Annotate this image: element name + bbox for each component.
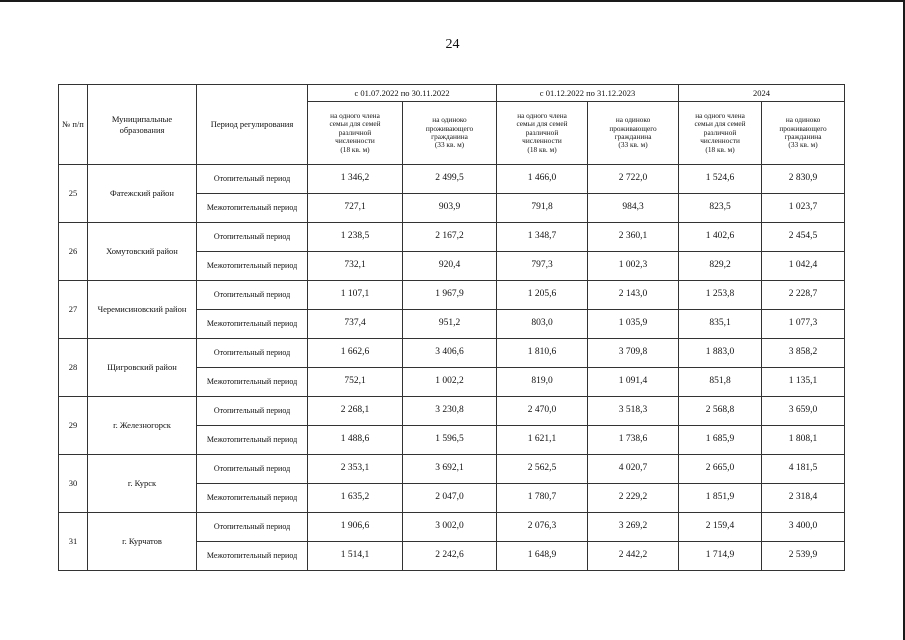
header-sub-line: различной [338,127,372,137]
value-cell: 1 402,6 [679,223,762,252]
value-cell: 835,1 [679,310,762,339]
value-cell: 2 470,0 [497,397,588,426]
header-sub-single-2 [588,102,679,165]
value-cell: 2 228,7 [762,281,845,310]
value-cell: 2 568,8 [679,397,762,426]
value-cell: 797,3 [497,252,588,281]
municipality-name: г. Курчатов [88,513,197,571]
header-sub-line: семьи для семей [329,119,381,129]
municipality-name: Щигровский район [88,339,197,397]
value-cell: 752,1 [308,368,403,397]
value-cell: 2 665,0 [679,455,762,484]
value-cell: 1 042,4 [762,252,845,281]
value-cell: 951,2 [403,310,497,339]
table-body [59,165,845,571]
municipality-name: Фатежский район [88,165,197,223]
value-cell: 4 020,7 [588,455,679,484]
value-cell: 3 002,0 [403,513,497,542]
row-number: 25 [59,165,88,223]
header-sub-single-3 [762,102,845,165]
period-label: Отопительный период [197,339,308,368]
value-cell: 1 685,9 [679,426,762,455]
header-group-2: с 01.12.2022 по 31.12.2023 [497,85,679,102]
value-cell: 2 360,1 [588,223,679,252]
municipality-name: Хомутовский район [88,223,197,281]
table-row-heating [59,223,845,252]
header-sub-line: на одиноко [432,115,467,125]
header-sub-family-3 [679,102,762,165]
table-row-heating [59,165,845,194]
header-sub-line: (33 кв. м) [618,140,648,150]
value-cell: 2 159,4 [679,513,762,542]
value-cell: 737,4 [308,310,403,339]
row-number: 26 [59,223,88,281]
value-cell: 1 091,4 [588,368,679,397]
value-cell: 1 023,7 [762,194,845,223]
value-cell: 732,1 [308,252,403,281]
header-sub-line: семьи для семей [516,119,568,129]
value-cell: 2 353,1 [308,455,403,484]
value-cell: 1 662,6 [308,339,403,368]
header-sub-line: (18 кв. м) [340,144,370,154]
value-cell: 3 406,6 [403,339,497,368]
row-number: 28 [59,339,88,397]
value-cell: 1 107,1 [308,281,403,310]
row-number: 29 [59,397,88,455]
value-cell: 1 780,7 [497,484,588,513]
row-number: 31 [59,513,88,571]
value-cell: 2 268,1 [308,397,403,426]
value-cell: 1 135,1 [762,368,845,397]
header-sub-line: (18 кв. м) [527,144,557,154]
header-sub-line: проживающего [779,123,827,133]
value-cell: 1 851,9 [679,484,762,513]
value-cell: 1 635,2 [308,484,403,513]
value-cell: 2 318,4 [762,484,845,513]
value-cell: 2 143,0 [588,281,679,310]
table-row-heating [59,339,845,368]
value-cell: 1 253,8 [679,281,762,310]
period-label: Отопительный период [197,165,308,194]
value-cell: 1 205,6 [497,281,588,310]
period-label: Отопительный период [197,513,308,542]
header-sub-line: на одного члена [330,111,380,121]
header-sub-single-1 [403,102,497,165]
value-cell: 3 400,0 [762,513,845,542]
value-cell: 3 518,3 [588,397,679,426]
header-period: Период регулирования [197,85,308,165]
value-cell: 1 596,5 [403,426,497,455]
value-cell: 4 181,5 [762,455,845,484]
value-cell: 1 967,9 [403,281,497,310]
header-sub-line: численности [700,136,740,146]
table-row-heating [59,455,845,484]
value-cell: 1 077,3 [762,310,845,339]
municipality-name: г. Железногорск [88,397,197,455]
value-cell: 1 002,2 [403,368,497,397]
value-cell: 2 454,5 [762,223,845,252]
header-municipality: Муниципальные образования [88,85,197,165]
header-sub-line: численности [522,136,562,146]
value-cell: 823,5 [679,194,762,223]
row-number: 27 [59,281,88,339]
value-cell: 1 348,7 [497,223,588,252]
value-cell: 2 047,0 [403,484,497,513]
header-sub-line: на одного члена [695,111,745,121]
value-cell: 829,2 [679,252,762,281]
header-sub-line: проживающего [425,123,474,133]
value-cell: 1 524,6 [679,165,762,194]
header-sub-line: гражданина [614,132,652,141]
header-sub-line: (33 кв. м) [434,140,465,150]
value-cell: 1 238,5 [308,223,403,252]
value-cell: 3 230,8 [403,397,497,426]
value-cell: 1 035,9 [588,310,679,339]
value-cell: 1 714,9 [679,542,762,571]
header-num: № п/п [59,85,88,165]
value-cell: 903,9 [403,194,497,223]
header-sub-line: численности [335,136,375,146]
header-sub-line: гражданина [784,132,822,141]
header-sub-family-1 [308,102,403,165]
header-row-groups [59,85,845,102]
table-row-heating [59,281,845,310]
period-label: Межотопительный период [197,252,308,281]
value-cell: 2 229,2 [588,484,679,513]
value-cell: 819,0 [497,368,588,397]
header-sub-line: (33 кв. м) [788,140,818,150]
municipality-name: Черемисиновский район [88,281,197,339]
value-cell: 2 242,6 [403,542,497,571]
value-cell: 791,8 [497,194,588,223]
period-label: Межотопительный период [197,310,308,339]
value-cell: 1 346,2 [308,165,403,194]
value-cell: 1 648,9 [497,542,588,571]
table-row-heating [59,397,845,426]
value-cell: 803,0 [497,310,588,339]
header-sub-line: проживающего [609,123,657,133]
header-sub-family-2 [497,102,588,165]
row-number: 30 [59,455,88,513]
value-cell: 1 621,1 [497,426,588,455]
period-label: Межотопительный период [197,484,308,513]
table-row-heating [59,513,845,542]
value-cell: 2 539,9 [762,542,845,571]
header-sub-line: на одиноко [785,115,821,125]
page-number: 24 [445,37,460,52]
value-cell: 1 906,6 [308,513,403,542]
value-cell: 3 659,0 [762,397,845,426]
period-label: Межотопительный период [197,426,308,455]
municipality-name: г. Курск [88,455,197,513]
value-cell: 3 709,8 [588,339,679,368]
period-label: Межотопительный период [197,542,308,571]
value-cell: 920,4 [403,252,497,281]
value-cell: 2 076,3 [497,513,588,542]
value-cell: 1 810,6 [497,339,588,368]
page-top-edge [0,0,905,2]
value-cell: 3 692,1 [403,455,497,484]
header-sub-line: на одного члена [517,111,567,121]
value-cell: 1 808,1 [762,426,845,455]
header-group-1: с 01.07.2022 по 30.11.2022 [308,85,497,102]
period-label: Межотопительный период [197,194,308,223]
value-cell: 3 858,2 [762,339,845,368]
value-cell: 2 722,0 [588,165,679,194]
value-cell: 984,3 [588,194,679,223]
header-sub-line: на одиноко [615,115,651,125]
value-cell: 3 269,2 [588,513,679,542]
header-sub-line: семьи для семей [694,119,746,129]
header-sub-line: гражданина [431,132,468,141]
period-label: Отопительный период [197,455,308,484]
value-cell: 851,8 [679,368,762,397]
value-cell: 727,1 [308,194,403,223]
period-label: Отопительный период [197,397,308,426]
value-cell: 1 514,1 [308,542,403,571]
value-cell: 2 442,2 [588,542,679,571]
header-sub-line: различной [703,127,737,137]
period-label: Межотопительный период [197,368,308,397]
value-cell: 1 738,6 [588,426,679,455]
value-cell: 1 883,0 [679,339,762,368]
header-sub-line: различной [525,127,559,137]
tariff-table [58,84,845,571]
header-group-3: 2024 [679,85,845,102]
value-cell: 1 002,3 [588,252,679,281]
value-cell: 2 167,2 [403,223,497,252]
value-cell: 2 830,9 [762,165,845,194]
period-label: Отопительный период [197,223,308,252]
value-cell: 1 488,6 [308,426,403,455]
value-cell: 1 466,0 [497,165,588,194]
value-cell: 2 562,5 [497,455,588,484]
header-sub-line: (18 кв. м) [705,144,735,154]
period-label: Отопительный период [197,281,308,310]
value-cell: 2 499,5 [403,165,497,194]
